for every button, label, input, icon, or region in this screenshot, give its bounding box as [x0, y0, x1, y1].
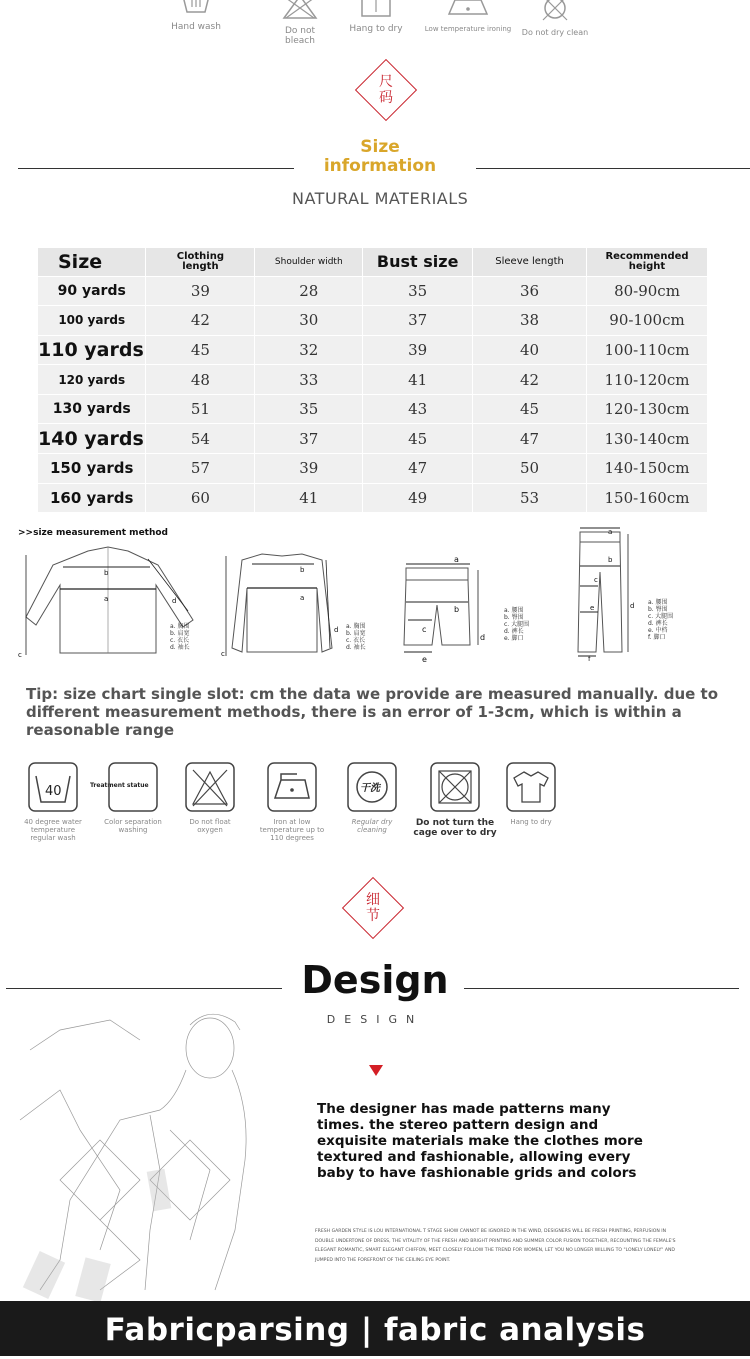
svg-text:c: c — [18, 651, 22, 659]
svg-text:b: b — [454, 605, 460, 614]
svg-text:e: e — [422, 655, 427, 664]
shorts-diagram — [398, 550, 498, 665]
no-bleach-icon — [280, 0, 320, 20]
header-clothing-length: Clothing length — [146, 248, 255, 276]
care-label: Low temperature ironing — [424, 25, 512, 33]
detail-badge — [343, 878, 403, 938]
svg-text:b: b — [104, 569, 109, 577]
svg-text:d: d — [334, 626, 339, 634]
header-size: Size — [38, 248, 146, 276]
legend-item: a. 胸围 — [170, 623, 190, 630]
divider-left — [18, 168, 294, 169]
legend-item: b. 臀围 — [648, 606, 668, 613]
no-tumble-dry-icon — [430, 762, 480, 812]
care-item-wash-40 — [18, 762, 88, 842]
cell: 53 — [473, 483, 587, 513]
cell: 45 — [363, 424, 473, 454]
svg-text:40: 40 — [45, 784, 62, 799]
no-bleach-icon — [185, 762, 235, 812]
cell-size: 150 yards — [38, 454, 146, 484]
badge-char: 尺 — [379, 74, 393, 90]
cell: 35 — [255, 394, 363, 424]
legend-item: d. 袖长 — [170, 644, 190, 651]
cell-size: 90 yards — [38, 276, 146, 306]
model-sketch-image — [0, 1000, 300, 1300]
cell: 47 — [473, 424, 587, 454]
cell: 28 — [255, 276, 363, 306]
cell: 39 — [255, 454, 363, 484]
care-icons-top — [0, 0, 750, 60]
svg-text:c: c — [594, 576, 598, 584]
care-label: Do not turn the cage over to dry — [413, 818, 497, 838]
care-item-low-iron — [422, 0, 514, 34]
care-label: Do not float oxygen — [189, 818, 231, 834]
header-shoulder-width: Shoulder width — [255, 248, 363, 276]
svg-text:e: e — [590, 604, 595, 612]
dry-clean-icon — [347, 762, 397, 812]
pants-legend — [648, 599, 673, 641]
legend-item: c. 衣长 — [170, 637, 190, 644]
svg-text:c: c — [221, 650, 225, 658]
care-item-hand-wash — [168, 0, 224, 32]
size-table — [38, 248, 708, 513]
cell: 110-120cm — [587, 365, 708, 395]
size-section-title — [300, 138, 460, 176]
cell: 30 — [255, 306, 363, 336]
svg-text:f: f — [588, 655, 591, 663]
care-label: Hang to dry — [349, 24, 403, 34]
legend-item: d. 裤长 — [504, 628, 524, 635]
header-sleeve-length: Sleeve length — [473, 248, 587, 276]
hang-dry-icon — [361, 0, 391, 18]
care-item-hang-dry — [344, 0, 408, 34]
badge-text — [356, 60, 416, 120]
svg-text:a: a — [454, 555, 459, 564]
divider-right — [476, 168, 750, 169]
table-row — [38, 454, 708, 484]
title-line: information — [323, 156, 437, 176]
care-label: Color separation washing — [104, 818, 162, 834]
table-row — [38, 335, 708, 365]
cell-size: 160 yards — [38, 483, 146, 513]
cell: 41 — [255, 483, 363, 513]
fabric-analysis-banner: Fabricparsing | fabric analysis — [0, 1301, 750, 1356]
care-item-no-tumble — [412, 762, 498, 838]
table-header-row — [38, 248, 708, 276]
treatment-tag: Treatment statue — [90, 782, 149, 789]
legend-item: d. 裤长 — [648, 620, 668, 627]
pants-diagram — [572, 524, 642, 662]
cell-size: 130 yards — [38, 394, 146, 424]
care-item-color-separation — [102, 762, 164, 834]
care-label: Hang to dry — [510, 818, 552, 826]
care-label: Hand wash — [171, 22, 221, 32]
svg-text:a: a — [300, 594, 305, 602]
title-line: Size — [360, 137, 400, 157]
cell-size: 110 yards — [38, 335, 146, 365]
svg-text:a: a — [104, 595, 109, 603]
cell: 39 — [146, 276, 255, 306]
legend-item: c. 大腿围 — [504, 621, 530, 628]
cell: 33 — [255, 365, 363, 395]
cell-size: 120 yards — [38, 365, 146, 395]
table-row — [38, 483, 708, 513]
design-title: Design — [301, 958, 449, 1002]
table-row — [38, 276, 708, 306]
cell: 51 — [146, 394, 255, 424]
legend-item: a. 胸围 — [346, 623, 366, 630]
design-description: The designer has made patterns many times. the stereo pattern design and exquisite materials make the clothes more textured and fashionable, allowing every baby to have fashionable grids and colors — [317, 1101, 643, 1181]
cell: 35 — [363, 276, 473, 306]
measurement-method-label: >>size measurement method — [18, 528, 169, 538]
cell: 41 — [363, 365, 473, 395]
cell: 32 — [255, 335, 363, 365]
design-small-print: FRESH GARDEN STYLE IS LOU INTERNATIONAL T STAGE SHOW CANNOT BE IGNORED IN THE WIND, DESIGNERS WILL BE FRESH PRINTING, PERFUSION IN DOUBLE UNDERTONE OF DRESS, THE VITALITY OF THE FRESH AND BRIGHT PRINTING AND SUMMER COLOR FUSION TOGETHER, RECOUNTING THE FEMALE'S ELEGANT ROMANTIC, SMART ELEGANT CHIFFON, MEET CLOSELY FOLLOW THE TREND FOR WOMEN, LET YOU NO LONGER WILLING TO "LONELY LONELY" AND JUMPED INTO THE FOREFRONT OF THE CEILING EYE POINT. — [315, 1229, 676, 1263]
size-tip: Tip: size chart single slot: cm the data we provide are measured manually. due to different measurement methods, there is an error of 1-3cm, which is within a reasonable range — [26, 685, 719, 739]
legend-item: f. 脚口 — [648, 634, 666, 641]
design-subtitle: DESIGN — [326, 1013, 424, 1026]
svg-text:c: c — [422, 625, 427, 634]
red-triangle-marker — [369, 1065, 383, 1076]
cell: 47 — [363, 454, 473, 484]
table-row — [38, 424, 708, 454]
no-dry-clean-icon — [535, 0, 575, 22]
legend-item: b. 臀围 — [504, 614, 524, 621]
badge-char: 码 — [379, 90, 393, 106]
cell: 49 — [363, 483, 473, 513]
table-row — [38, 365, 708, 395]
cell: 80-90cm — [587, 276, 708, 306]
care-item-iron — [258, 762, 326, 842]
care-label: Regular dry cleaning — [351, 818, 393, 834]
cell: 42 — [473, 365, 587, 395]
legend-item: b. 肩宽 — [170, 630, 190, 637]
care-item-no-bleach — [272, 0, 328, 46]
cell: 57 — [146, 454, 255, 484]
svg-text:b: b — [300, 566, 305, 574]
hang-dry-shirt-icon — [506, 762, 556, 812]
legend-item: c. 衣长 — [346, 637, 366, 644]
cell: 38 — [473, 306, 587, 336]
iron-icon — [267, 762, 317, 812]
size-badge — [356, 60, 416, 120]
cell: 100-110cm — [587, 335, 708, 365]
svg-text:d: d — [630, 602, 635, 610]
legend-item: e. 中档 — [648, 627, 668, 634]
shirt-legend — [170, 623, 190, 651]
shorts-legend — [504, 607, 529, 642]
cell: 130-140cm — [587, 424, 708, 454]
badge-char: 节 — [366, 908, 380, 924]
cell: 37 — [363, 306, 473, 336]
hand-wash-icon — [179, 0, 213, 16]
color-separation-icon — [108, 762, 158, 812]
care-label: Do not dry clean — [521, 28, 589, 37]
svg-text:d: d — [172, 597, 177, 605]
legend-item: e. 脚口 — [504, 635, 524, 642]
cell-size: 140 yards — [38, 424, 146, 454]
cell: 45 — [473, 394, 587, 424]
care-item-no-dry-clean — [520, 0, 590, 38]
cell: 60 — [146, 483, 255, 513]
cell: 39 — [363, 335, 473, 365]
legend-item: a. 腰围 — [504, 607, 524, 614]
table-row — [38, 306, 708, 336]
care-label: Do not bleach — [284, 26, 316, 46]
badge-text — [343, 878, 403, 938]
cell: 50 — [473, 454, 587, 484]
sweater-legend — [346, 623, 366, 651]
cell: 48 — [146, 365, 255, 395]
table-row — [38, 394, 708, 424]
care-item-no-oxygen — [184, 762, 236, 834]
cell: 37 — [255, 424, 363, 454]
legend-item: b. 肩宽 — [346, 630, 366, 637]
cell: 43 — [363, 394, 473, 424]
cell-size: 100 yards — [38, 306, 146, 336]
cell: 150-160cm — [587, 483, 708, 513]
legend-item: a. 腰围 — [648, 599, 668, 606]
svg-text:干洗: 干洗 — [360, 783, 380, 794]
cell: 90-100cm — [587, 306, 708, 336]
cell: 120-130cm — [587, 394, 708, 424]
low-iron-icon — [445, 0, 491, 18]
header-bust-size: Bust size — [363, 248, 473, 276]
svg-text:b: b — [608, 556, 613, 564]
header-recommended-height: Recommended height — [587, 248, 708, 276]
size-subtitle: NATURAL MATERIALS — [292, 189, 469, 208]
cell: 36 — [473, 276, 587, 306]
cell: 140-150cm — [587, 454, 708, 484]
cell: 42 — [146, 306, 255, 336]
legend-item: d. 袖长 — [346, 644, 366, 651]
badge-char: 细 — [366, 892, 380, 908]
care-item-hang-dry-shirt — [505, 762, 557, 826]
cell: 54 — [146, 424, 255, 454]
care-item-dry-clean — [344, 762, 400, 834]
cell: 40 — [473, 335, 587, 365]
cell: 45 — [146, 335, 255, 365]
legend-item: c. 大腿围 — [648, 613, 674, 620]
sweater-diagram — [222, 548, 352, 660]
svg-text:d: d — [480, 633, 486, 642]
care-label: 40 degree water temperature regular wash — [24, 818, 82, 842]
wash-40-icon — [28, 762, 78, 812]
svg-text:a: a — [608, 528, 613, 536]
care-label: Iron at low temperature up to 110 degrees — [259, 818, 325, 842]
